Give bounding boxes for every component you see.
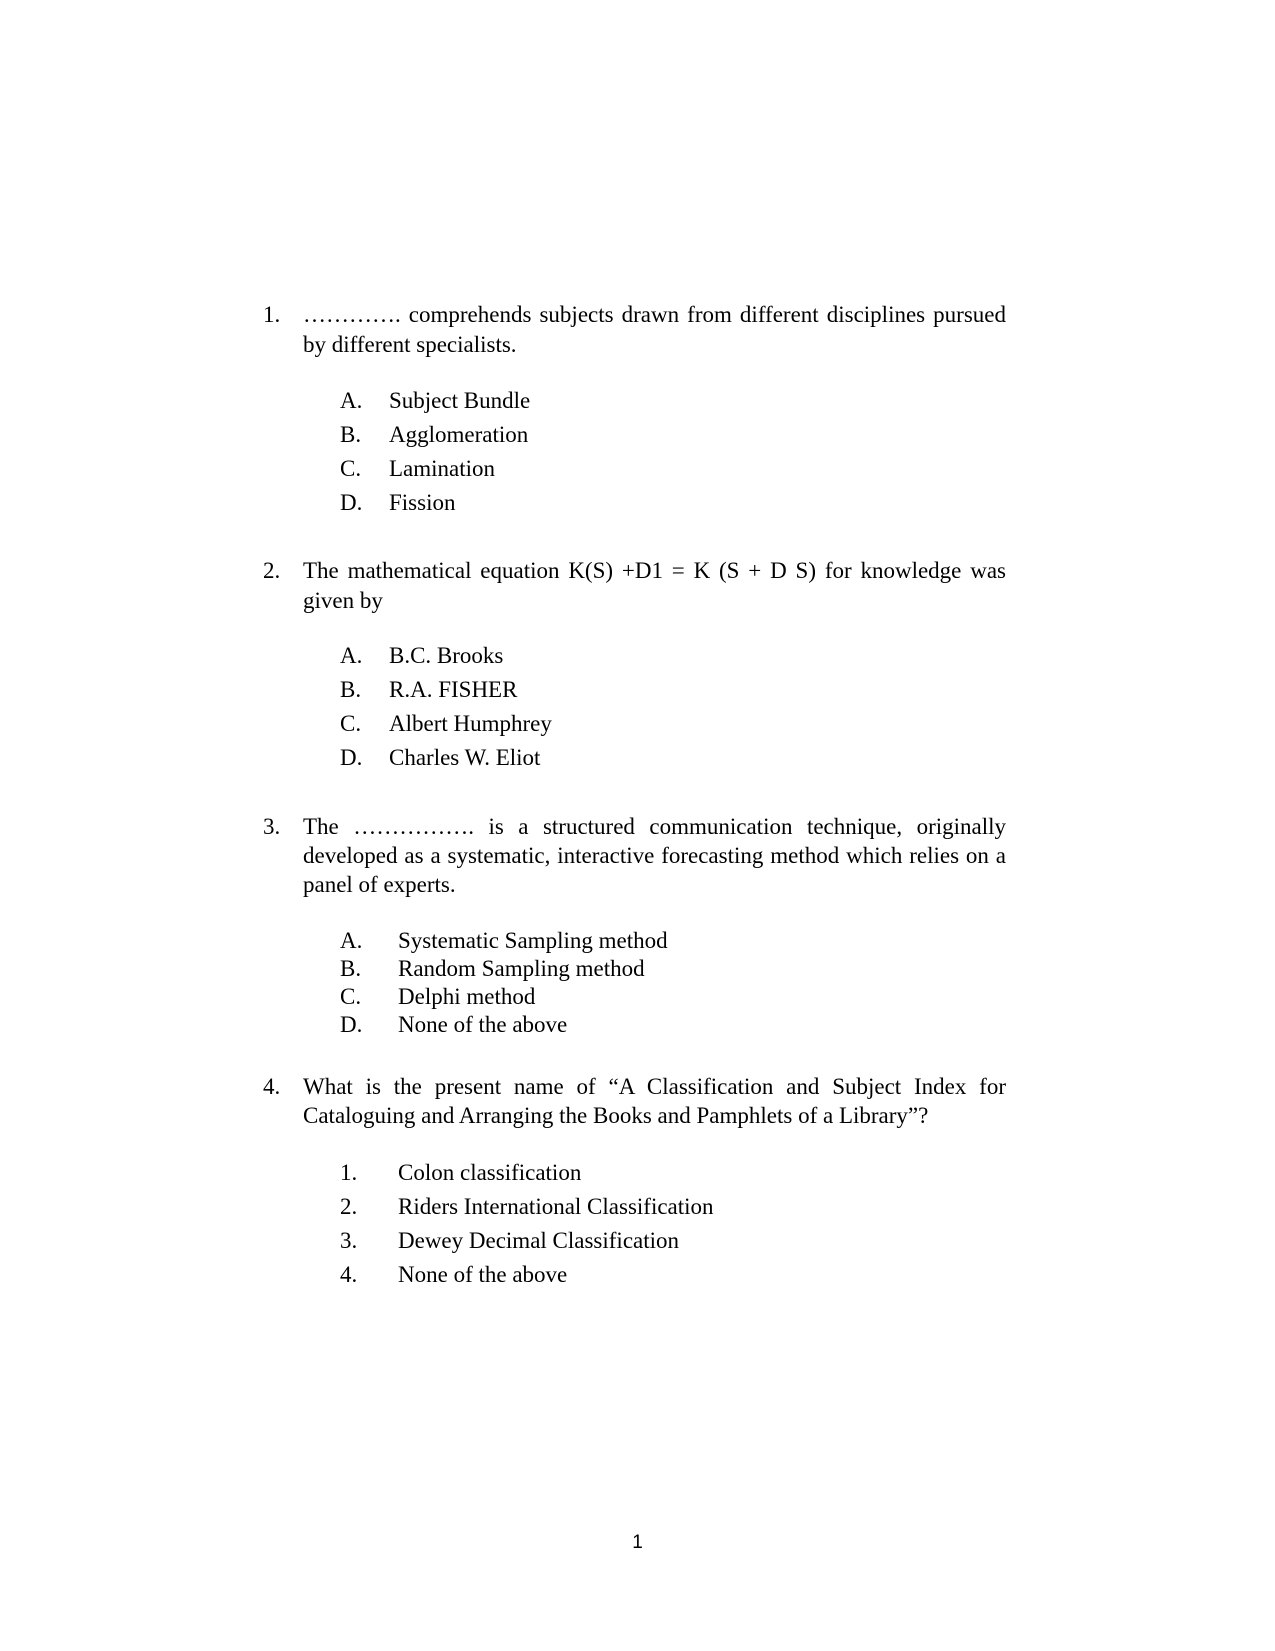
- question-text: The mathematical equation K(S) +D1 = K (S + D S) for knowledge was given by: [303, 558, 1006, 613]
- option-letter: 2.: [340, 1194, 358, 1219]
- option-label: Albert Humphrey: [389, 711, 552, 736]
- option-letter: B.: [340, 956, 362, 981]
- option-label: Agglomeration: [389, 422, 529, 447]
- question-text: What is the present name of “A Classification and Subject Index for Cataloguing and Arranging the Books and Pamphlets of a Library”?: [303, 1074, 1006, 1128]
- option-letter: A.: [340, 643, 363, 668]
- option-letter: A.: [340, 928, 363, 953]
- question-text: The ……………. is a structured communication technique, originally developed as a systematic, interactive forecasting method which relies on a panel of experts.: [303, 814, 1006, 897]
- option-label: None of the above: [398, 1262, 568, 1287]
- page-number: 1: [632, 1532, 643, 1553]
- option-label: Dewey Decimal Classification: [398, 1228, 680, 1253]
- option-label: None of the above: [398, 1012, 568, 1037]
- option-label: Colon classification: [398, 1160, 582, 1185]
- option-label: Systematic Sampling method: [398, 928, 668, 953]
- question-number: 3.: [263, 814, 281, 839]
- option-letter: B.: [340, 677, 362, 702]
- option-label: Subject Bundle: [389, 388, 531, 413]
- option-label: B.C. Brooks: [389, 643, 504, 668]
- option-label: Fission: [389, 490, 456, 515]
- option-letter: D.: [340, 745, 363, 770]
- option-letter: 4.: [340, 1262, 358, 1287]
- question-number: 2.: [263, 558, 281, 583]
- option-letter: 1.: [340, 1160, 358, 1185]
- option-letter: A.: [340, 388, 363, 413]
- option-letter: D.: [340, 1012, 363, 1037]
- option-label: Lamination: [389, 456, 496, 481]
- option-letter: C.: [340, 456, 362, 481]
- option-letter: C.: [340, 711, 362, 736]
- question-text: …………. comprehends subjects drawn from different disciplines pursued by different specialists.: [303, 302, 1006, 357]
- question-number: 4.: [263, 1074, 281, 1099]
- option-letter: B.: [340, 422, 362, 447]
- option-label: Charles W. Eliot: [389, 745, 541, 770]
- option-label: Delphi method: [398, 984, 536, 1009]
- option-letter: 3.: [340, 1228, 358, 1253]
- option-label: Riders International Classification: [398, 1194, 714, 1219]
- option-letter: D.: [340, 490, 363, 515]
- option-label: Random Sampling method: [398, 956, 645, 981]
- question-number: 1.: [263, 302, 281, 327]
- option-label: R.A. FISHER: [389, 677, 518, 702]
- option-letter: C.: [340, 984, 362, 1009]
